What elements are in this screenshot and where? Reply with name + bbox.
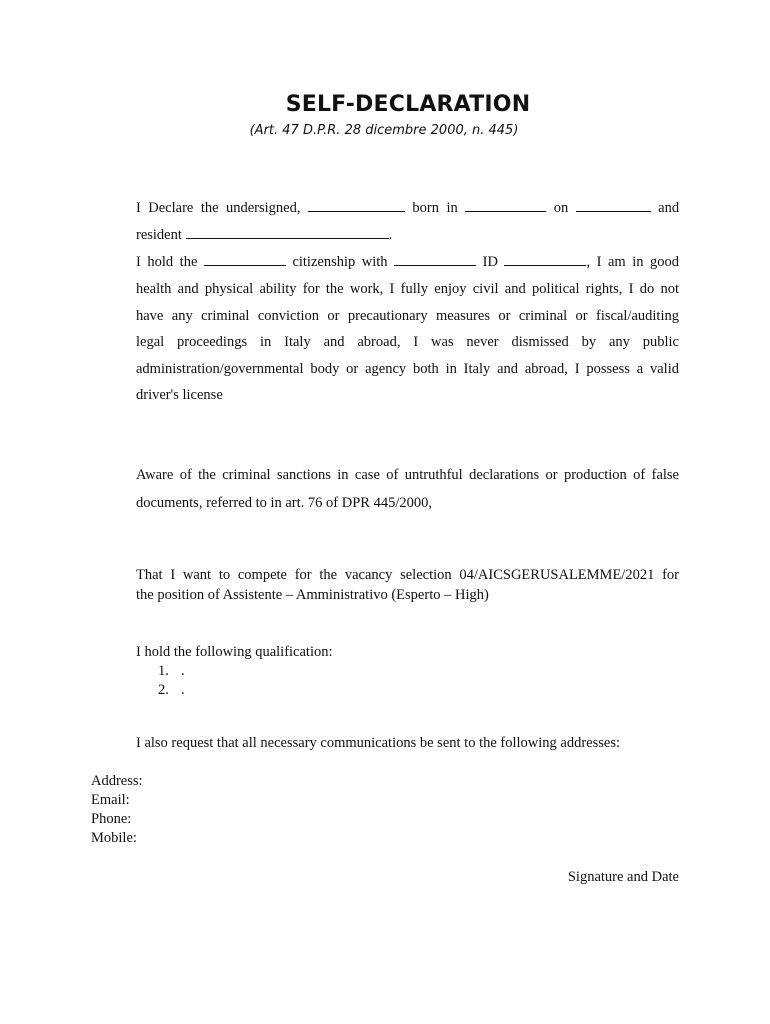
mobile-field[interactable]: Mobile: [91, 830, 137, 846]
address-field[interactable]: Address: [91, 773, 143, 789]
declaration-line-3: I hold the citizenship with ID , I am in good [136, 254, 680, 270]
qualification-item-text[interactable]: . [181, 682, 185, 698]
awareness-line-2: documents, referred to in art. 76 of DPR 445/2000, [136, 495, 432, 511]
residence-blank[interactable] [186, 227, 389, 239]
birthdate-blank[interactable] [576, 200, 651, 212]
declaration-line-4: health and physical ability for the work, I fully enjoy civil and political rights, I do not [136, 281, 679, 297]
declaration-line-2: resident . [136, 227, 393, 243]
declaration-line-8: driver's license [136, 387, 223, 403]
signature-label: Signature and Date [567, 869, 679, 885]
phone-field[interactable]: Phone: [91, 811, 132, 827]
declaration-line-6: legal proceedings in Italy and abroad, I was never dismissed by any public [136, 334, 679, 350]
document-subtitle: (Art. 47 D.P.R. 28 dicembre 2000, n. 445) [249, 123, 519, 138]
compete-line-1: That I want to compete for the vacancy selection 04/AICSGERUSALEMME/2021 for [136, 567, 679, 583]
communications-text: I also request that all necessary communications be sent to the following addresses: [136, 735, 621, 751]
id-type-blank[interactable] [394, 254, 476, 266]
birthplace-blank[interactable] [465, 200, 546, 212]
awareness-line-1: Aware of the criminal sanctions in case of untruthful declarations or production of false [136, 467, 679, 483]
citizenship-blank[interactable] [204, 254, 286, 266]
declaration-line-5: have any criminal conviction or precautionary measures or criminal or fiscal/auditing [136, 308, 679, 324]
document-title: SELF-DECLARATION [285, 92, 531, 117]
compete-line-2: the position of Assistente – Amministrativo (Esperto – High) [136, 587, 489, 603]
email-field[interactable]: Email: [91, 792, 130, 808]
id-number-blank[interactable] [504, 254, 586, 266]
contact-block [91, 772, 143, 848]
qualification-item-text[interactable]: . [181, 663, 185, 679]
declaration-line-1: I Declare the undersigned, born in on and [136, 200, 680, 216]
declaration-line-7: administration/governmental body or agency both in Italy and abroad, I possess a valid [136, 361, 679, 377]
qualification-heading: I hold the following qualification: [136, 644, 333, 660]
name-blank[interactable] [308, 200, 405, 212]
document-page: SELF-DECLARATION (Art. 47 D.P.R. 28 dicembre 2000, n. 445) I Declare the undersigned, born in on and resident . I hold the citizenship with ID , I am in good health and physical ability for the work, I fully enjoy civil and political rights, I do not have any criminal conviction or precautionary measures or criminal or fiscal/auditing legal proceedings in Italy and abroad, I was never dismissed by any public administration/governmental body or agency both in Italy and abroad, I possess a valid driver's license Aware of the criminal sanctions in case of untruthful declarations or production of false documents, referred to in art. 76 of DPR 445/2000, That I want to compete for the vacancy selection 04/AICSGERUSALEMME/2021 for the position of Assistente – Amministrativo (Esperto – High) I hold the following qualification: 1. . 2. . I also request that all necessary communications be sent to the following addresses: Address: Email: Phone: Mobile: Signature and Date [0, 0, 770, 1024]
